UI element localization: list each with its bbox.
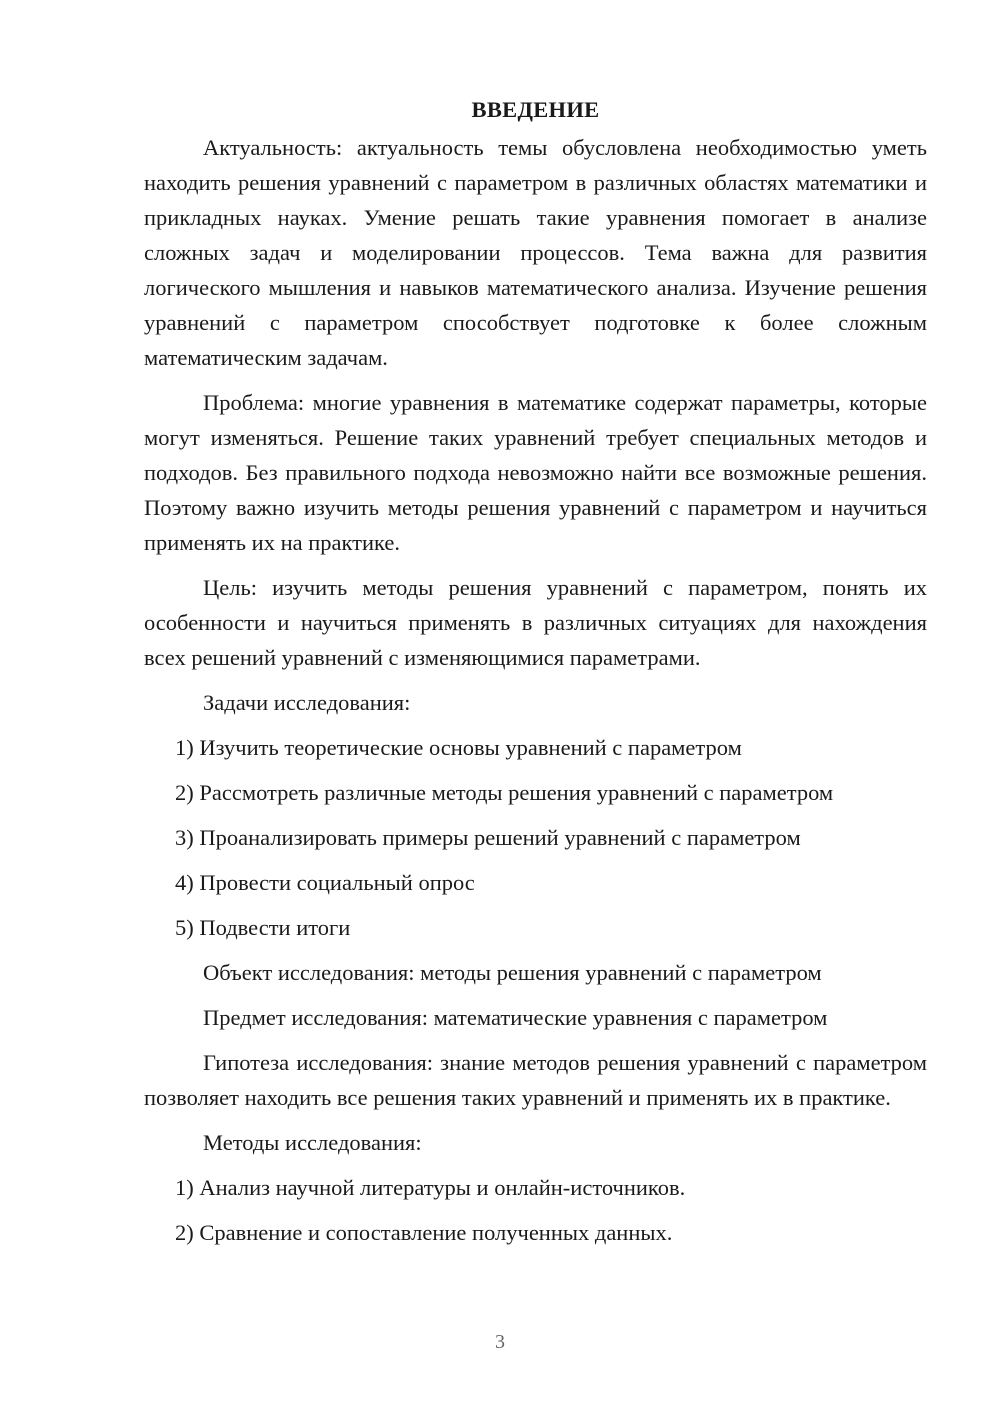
research-subject: Предмет исследования: математические уравнения с параметром bbox=[203, 1005, 828, 1030]
section-title: ВВЕДЕНИЕ bbox=[471, 97, 600, 122]
task-item: 3) Проанализировать примеры решений уравнений с параметром bbox=[175, 825, 801, 850]
page-content bbox=[144, 92, 927, 1260]
task-item: 5) Подвести итоги bbox=[175, 915, 351, 940]
task-item: 4) Провести социальный опрос bbox=[175, 870, 475, 895]
method-item: 1) Анализ научной литературы и онлайн-источников. bbox=[175, 1175, 686, 1200]
research-hypothesis: Гипотеза исследования: знание методов решения уравнений с параметром позволяет находить все решения таких уравнений и применять их в практике. bbox=[144, 1050, 927, 1110]
tasks-heading: Задачи исследования: bbox=[203, 690, 411, 715]
method-item: 2) Сравнение и сопоставление полученных данных. bbox=[175, 1220, 673, 1245]
goal-paragraph: Цель: изучить методы решения уравнений с параметром, понять их особенности и научиться применять в различных ситуациях для нахождения всех решений уравнений с изменяющимися параметрами. bbox=[144, 575, 927, 670]
page-number: 3 bbox=[495, 1331, 505, 1353]
task-item: 2) Рассмотреть различные методы решения уравнений с параметром bbox=[175, 780, 834, 805]
problem-paragraph: Проблема: многие уравнения в математике содержат параметры, которые могут изменяться. Решение таких уравнений требует специальных методов и подходов. Без правильного подхода невозможно найти все возможные решения. Поэтому важно изучить методы решения уравнений с параметром и научиться применять их на практике. bbox=[144, 390, 927, 555]
methods-heading: Методы исследования: bbox=[203, 1130, 422, 1155]
task-item: 1) Изучить теоретические основы уравнений с параметром bbox=[175, 735, 742, 760]
research-object: Объект исследования: методы решения уравнений с параметром bbox=[203, 960, 822, 985]
relevance-paragraph: Актуальность: актуальность темы обусловлена необходимостью уметь находить решения уравнений с параметром в различных областях математики и прикладных науках. Умение решать такие уравнения помогает в анализе сложных задач и моделировании процессов. Тема важна для развития логического мышления и навыков математического анализа. Изучение решения уравнений с параметром способствует подготовке к более сложным математическим задачам. bbox=[144, 135, 927, 370]
